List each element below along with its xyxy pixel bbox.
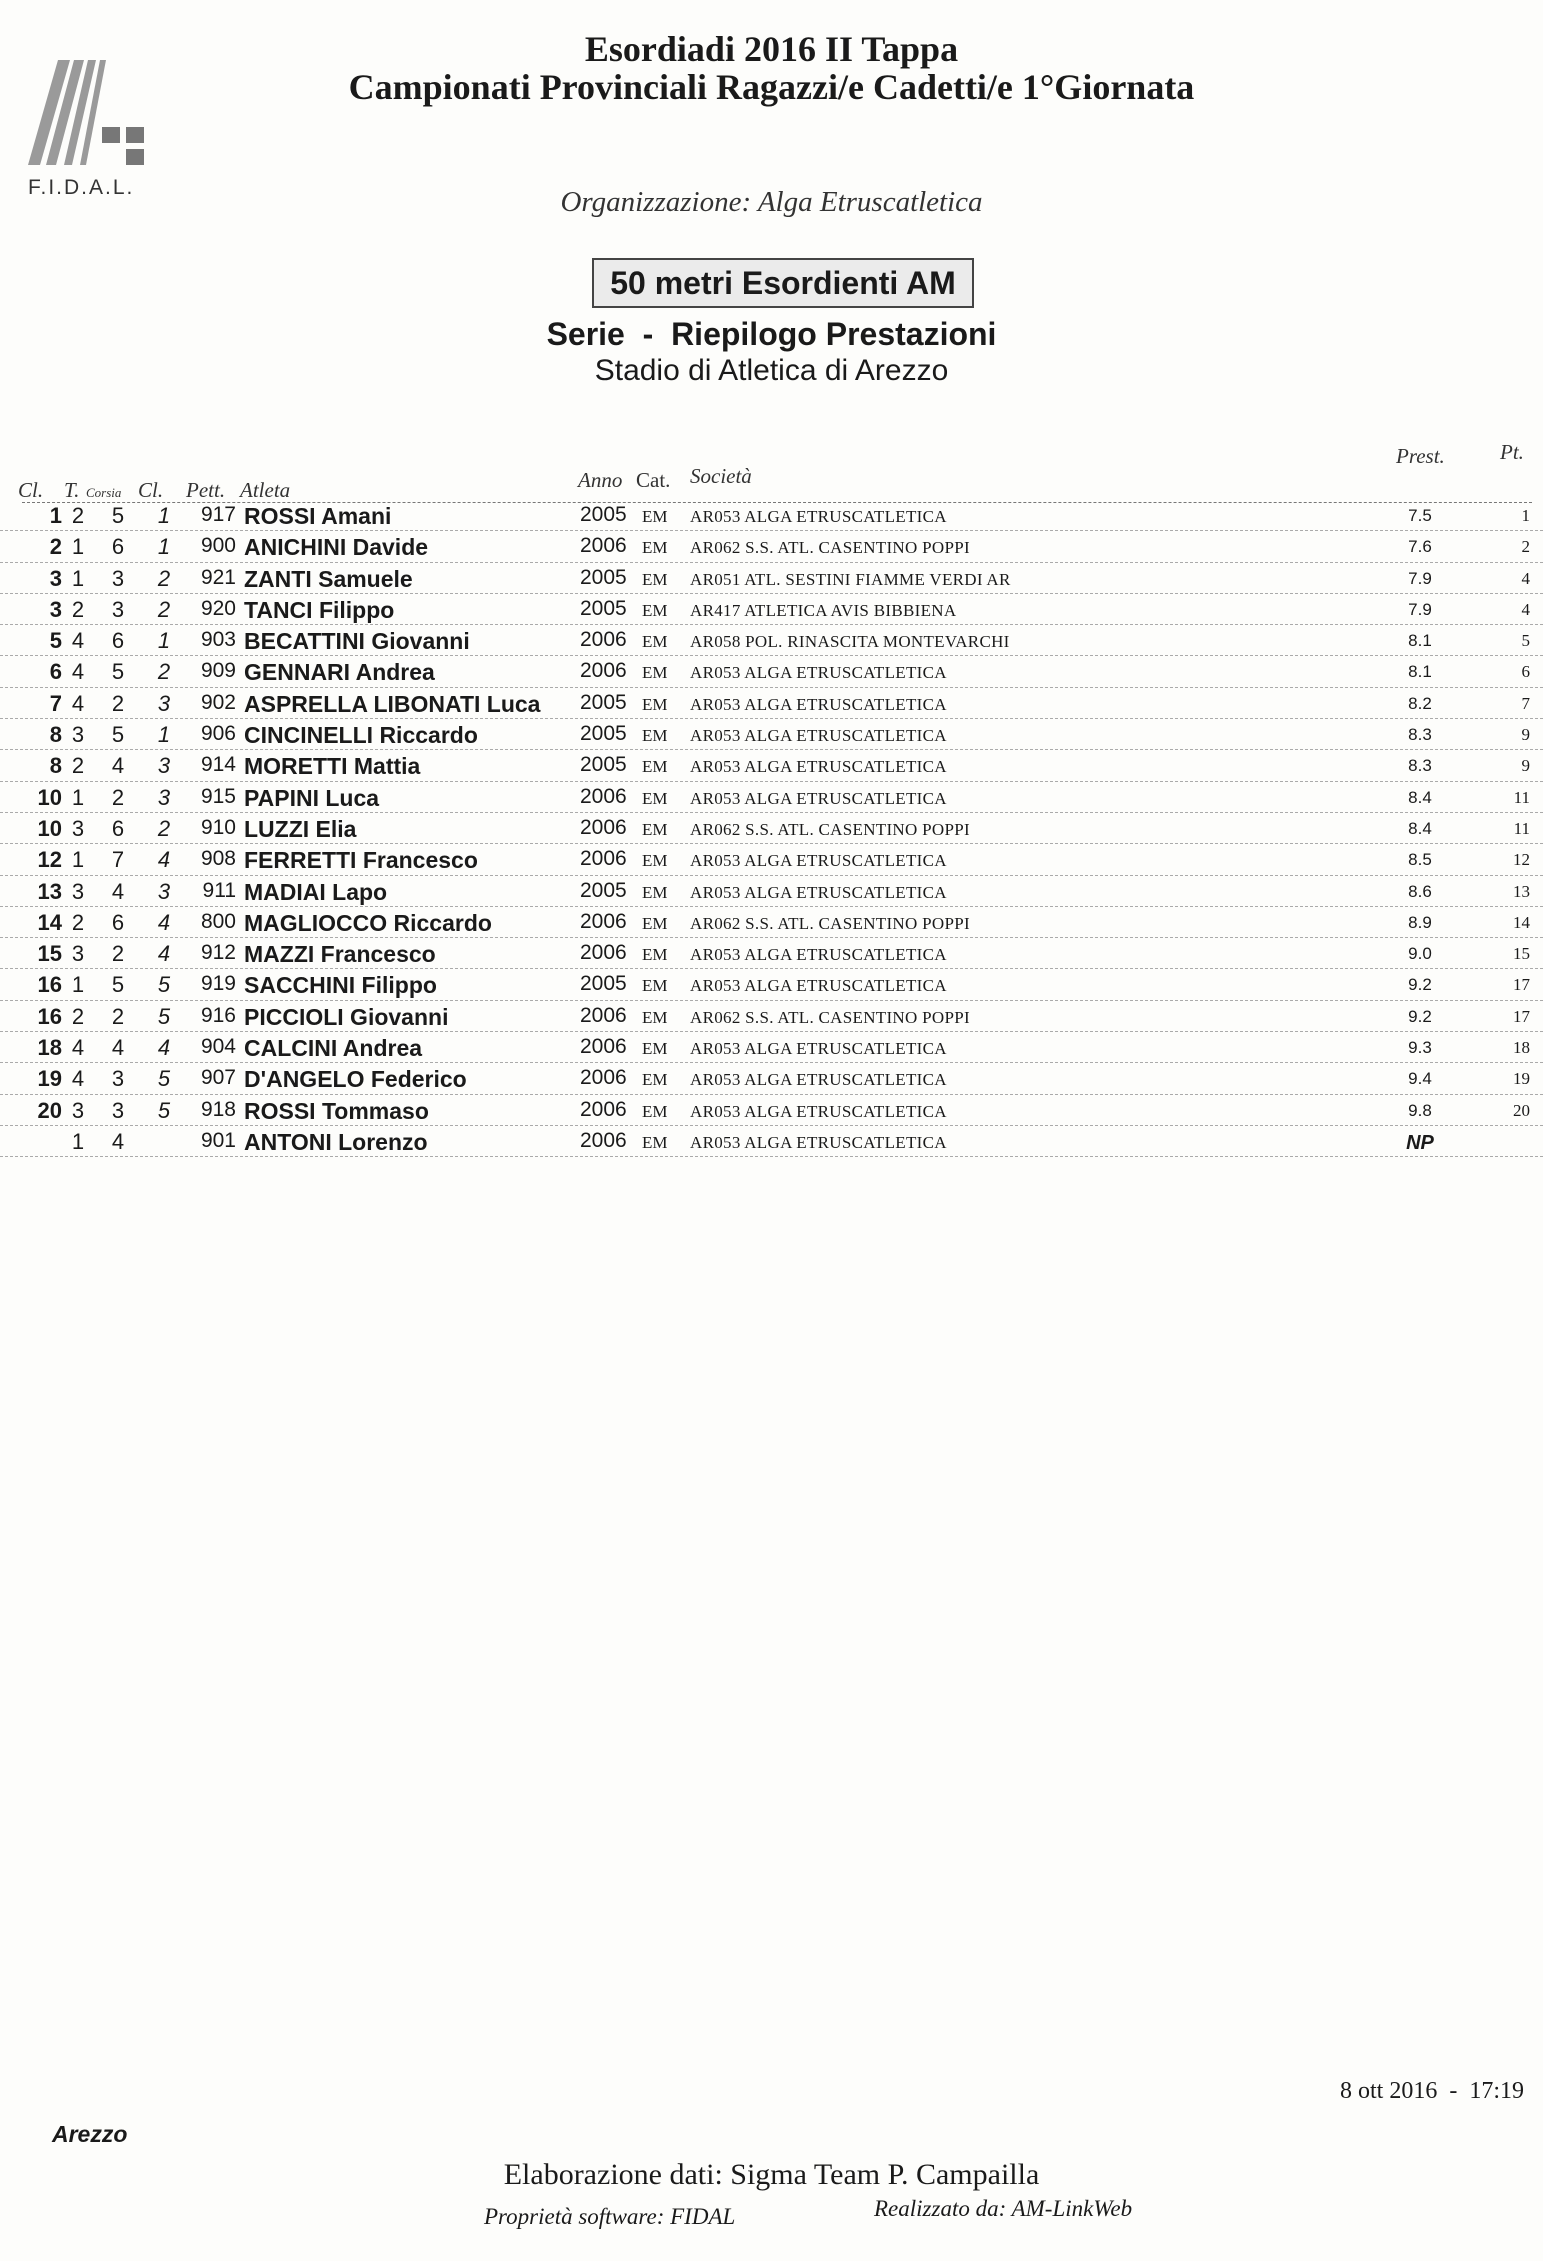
cell-turn: 1 bbox=[71, 784, 85, 810]
cell-performance: 7.5 bbox=[1408, 506, 1432, 525]
cell-heat-rank: 1 bbox=[157, 628, 171, 654]
cell-heat-rank: 1 bbox=[157, 534, 171, 560]
table-row bbox=[0, 876, 1543, 907]
cell-performance: 8.3 bbox=[1408, 725, 1432, 745]
table-row bbox=[0, 938, 1543, 969]
cell-club: AR053 ALGA ETRUSCATLETICA bbox=[690, 851, 947, 871]
cell-heat-rank: 4 bbox=[157, 1035, 171, 1061]
cell-club: AR417 ATLETICA AVIS BIBBIENA bbox=[690, 600, 957, 620]
cell-turn: 3 bbox=[71, 815, 85, 841]
cell-birth-year: 2005 bbox=[580, 503, 627, 526]
cell-lane: 4 bbox=[111, 1128, 125, 1154]
cell-category: EM bbox=[642, 913, 668, 933]
cell-athlete-name: ANTONI Lorenzo bbox=[244, 1128, 428, 1155]
cell-heat-rank: 5 bbox=[157, 1066, 171, 1092]
cell-performance: 7.9 bbox=[1408, 568, 1432, 588]
results-table bbox=[0, 500, 1543, 1157]
cell-athlete-name: ROSSI Tommaso bbox=[244, 1097, 429, 1124]
cell-birth-year: 2006 bbox=[580, 941, 627, 965]
cell-bib: 910 bbox=[200, 815, 236, 839]
cell-points: 9 bbox=[1521, 756, 1530, 776]
cell-lane: 3 bbox=[111, 1066, 125, 1092]
cell-athlete-name: MAZZI Francesco bbox=[244, 941, 436, 968]
cell-club: AR053 ALGA ETRUSCATLETICA bbox=[690, 945, 947, 965]
col-header-pett: Pett. bbox=[186, 478, 226, 502]
footer-city: Arezzo bbox=[52, 2121, 128, 2147]
cell-club: AR053 ALGA ETRUSCATLETICA bbox=[690, 507, 947, 526]
cell-rank: 15 bbox=[37, 941, 62, 967]
cell-category: EM bbox=[642, 1132, 668, 1152]
cell-rank: 3 bbox=[49, 565, 62, 591]
cell-bib: 920 bbox=[200, 596, 236, 620]
cell-athlete-name: LUZZI Elia bbox=[244, 815, 357, 842]
cell-points: 17 bbox=[1513, 1006, 1530, 1026]
cell-heat-rank: 5 bbox=[157, 1003, 171, 1029]
cell-lane: 3 bbox=[111, 565, 125, 591]
cell-category: EM bbox=[642, 663, 668, 683]
cell-rank: 16 bbox=[37, 1003, 62, 1029]
col-header-cl: Cl. bbox=[18, 478, 44, 502]
cell-turn: 1 bbox=[71, 847, 85, 873]
cell-birth-year: 2006 bbox=[580, 628, 627, 652]
cell-turn: 2 bbox=[71, 1003, 85, 1029]
cell-lane: 2 bbox=[111, 941, 125, 967]
cell-rank: 10 bbox=[37, 784, 62, 810]
cell-turn: 1 bbox=[71, 534, 85, 560]
cell-category: EM bbox=[642, 819, 668, 839]
cell-rank: 2 bbox=[49, 534, 62, 560]
cell-bib: 903 bbox=[200, 628, 236, 652]
col-header-t: T. bbox=[64, 478, 80, 502]
venue: Stadio di Atletica di Arezzo bbox=[594, 354, 949, 387]
cell-athlete-name: CALCINI Andrea bbox=[244, 1035, 423, 1062]
cell-points: 14 bbox=[1513, 912, 1530, 932]
cell-rank: 16 bbox=[37, 972, 62, 998]
cell-birth-year: 2006 bbox=[580, 1035, 627, 1059]
cell-athlete-name: ZANTI Samuele bbox=[244, 565, 413, 592]
cell-bib: 900 bbox=[200, 534, 236, 558]
cell-points: 17 bbox=[1513, 975, 1530, 995]
cell-performance: 8.1 bbox=[1408, 631, 1432, 651]
cell-athlete-name: SACCHINI Filippo bbox=[244, 972, 437, 999]
cell-club: AR053 ALGA ETRUSCATLETICA bbox=[690, 1070, 947, 1090]
cell-rank: 12 bbox=[37, 847, 62, 873]
table-row bbox=[0, 1063, 1543, 1094]
cell-bib: 908 bbox=[200, 847, 236, 871]
cell-bib: 918 bbox=[200, 1097, 236, 1121]
cell-bib: 917 bbox=[200, 503, 236, 526]
cell-turn: 4 bbox=[71, 690, 85, 716]
col-header-anno: Anno bbox=[578, 468, 623, 492]
cell-points: 9 bbox=[1521, 725, 1530, 745]
cell-athlete-name: ANICHINI Davide bbox=[244, 534, 429, 561]
cell-club: AR051 ATL. SESTINI FIAMME VERDI AR bbox=[690, 569, 1011, 589]
cell-athlete-name: PAPINI Luca bbox=[244, 784, 380, 811]
title-line-2: Campionati Provinciali Ragazzi/e Cadetti/e 1°Giornata bbox=[348, 67, 1195, 107]
cell-category: EM bbox=[642, 726, 668, 746]
cell-performance: 8.4 bbox=[1408, 818, 1432, 838]
cell-points: 5 bbox=[1521, 631, 1530, 651]
table-row bbox=[0, 1001, 1543, 1032]
cell-birth-year: 2006 bbox=[580, 784, 627, 808]
cell-rank: 13 bbox=[37, 878, 62, 904]
cell-turn: 1 bbox=[71, 565, 85, 591]
cell-performance: 9.2 bbox=[1408, 975, 1432, 995]
cell-birth-year: 2006 bbox=[580, 1097, 627, 1121]
cell-points: 18 bbox=[1513, 1038, 1530, 1058]
cell-points: 2 bbox=[1521, 537, 1530, 557]
cell-heat-rank: 5 bbox=[157, 1097, 171, 1123]
footer-proprieta: Proprietà software: FIDAL bbox=[484, 2204, 736, 2229]
table-row bbox=[0, 969, 1543, 1000]
cell-category: EM bbox=[642, 882, 668, 902]
cell-turn: 4 bbox=[71, 628, 85, 654]
cell-heat-rank: 2 bbox=[157, 565, 171, 591]
cell-heat-rank: 3 bbox=[157, 878, 171, 904]
col-header-corsia: Corsia bbox=[86, 485, 122, 500]
cell-points: 4 bbox=[1521, 568, 1530, 588]
cell-bib: 800 bbox=[200, 909, 236, 933]
cell-heat-rank: 2 bbox=[157, 659, 171, 685]
table-row bbox=[0, 625, 1543, 656]
cell-category: EM bbox=[642, 1039, 668, 1059]
cell-points: 7 bbox=[1521, 693, 1530, 713]
cell-heat-rank: 1 bbox=[157, 722, 171, 748]
cell-category: EM bbox=[642, 569, 668, 589]
cell-turn: 4 bbox=[71, 1066, 85, 1092]
subtitle: Serie - Riepilogo Prestazioni bbox=[546, 316, 997, 352]
cell-category: EM bbox=[642, 788, 668, 808]
cell-heat-rank: 4 bbox=[157, 847, 171, 873]
cell-birth-year: 2005 bbox=[580, 565, 627, 589]
cell-athlete-name: TANCI Filippo bbox=[244, 596, 395, 623]
cell-performance: 9.2 bbox=[1408, 1006, 1432, 1026]
cell-lane: 4 bbox=[111, 1035, 125, 1061]
cell-birth-year: 2006 bbox=[580, 847, 627, 871]
cell-performance: 8.1 bbox=[1408, 662, 1432, 682]
cell-bib: 916 bbox=[200, 1003, 236, 1027]
cell-performance: NP bbox=[1406, 1131, 1434, 1154]
cell-bib: 902 bbox=[200, 690, 236, 714]
cell-category: EM bbox=[642, 757, 668, 777]
cell-athlete-name: ASPRELLA LIBONATI Luca bbox=[244, 690, 541, 717]
title-line-1: Esordiadi 2016 II Tappa bbox=[584, 29, 959, 69]
cell-club: AR053 ALGA ETRUSCATLETICA bbox=[690, 726, 947, 746]
cell-performance: 8.3 bbox=[1408, 756, 1432, 776]
cell-heat-rank: 4 bbox=[157, 909, 171, 935]
cell-birth-year: 2006 bbox=[580, 1003, 627, 1027]
cell-points: 4 bbox=[1521, 599, 1530, 619]
col-header-cl2: Cl. bbox=[138, 478, 164, 502]
cell-points: 13 bbox=[1513, 881, 1530, 901]
cell-heat-rank: 3 bbox=[157, 753, 171, 779]
cell-turn: 1 bbox=[71, 972, 85, 998]
cell-lane: 6 bbox=[111, 909, 125, 935]
cell-category: EM bbox=[642, 945, 668, 965]
cell-bib: 906 bbox=[200, 722, 236, 746]
cell-lane: 5 bbox=[111, 722, 125, 748]
cell-lane: 6 bbox=[111, 534, 125, 560]
cell-lane: 3 bbox=[111, 1097, 125, 1123]
cell-points: 12 bbox=[1513, 850, 1530, 870]
cell-athlete-name: D'ANGELO Federico bbox=[244, 1066, 467, 1093]
cell-club: AR058 POL. RINASCITA MONTEVARCHI bbox=[690, 632, 1010, 652]
cell-bib: 919 bbox=[200, 972, 236, 996]
table-row bbox=[0, 813, 1543, 844]
cell-turn: 3 bbox=[71, 722, 85, 748]
cell-rank: 20 bbox=[37, 1097, 62, 1123]
table-row bbox=[0, 750, 1543, 781]
cell-rank: 8 bbox=[49, 722, 62, 748]
cell-performance: 8.6 bbox=[1408, 881, 1432, 901]
cell-heat-rank: 3 bbox=[157, 784, 171, 810]
cell-club: AR053 ALGA ETRUSCATLETICA bbox=[690, 1132, 947, 1152]
cell-points: 11 bbox=[1513, 787, 1530, 807]
col-header-pt: Pt. bbox=[1500, 440, 1524, 464]
cell-athlete-name: MORETTI Mattia bbox=[244, 753, 421, 780]
cell-category: EM bbox=[642, 600, 668, 620]
table-row bbox=[0, 907, 1543, 938]
cell-athlete-name: CINCINELLI Riccardo bbox=[244, 722, 478, 749]
cell-club: AR062 S.S. ATL. CASENTINO POPPI bbox=[690, 819, 970, 839]
table-row bbox=[0, 719, 1543, 750]
cell-birth-year: 2005 bbox=[580, 878, 627, 902]
cell-athlete-name: BECATTINI Giovanni bbox=[244, 628, 470, 655]
cell-category: EM bbox=[642, 538, 668, 558]
col-header-prest: Prest. bbox=[1396, 444, 1445, 468]
cell-club: AR062 S.S. ATL. CASENTINO POPPI bbox=[690, 1007, 970, 1027]
cell-birth-year: 2006 bbox=[580, 534, 627, 558]
cell-birth-year: 2005 bbox=[580, 722, 627, 746]
cell-heat-rank: 1 bbox=[157, 503, 171, 528]
cell-birth-year: 2005 bbox=[580, 690, 627, 714]
cell-performance: 8.5 bbox=[1408, 850, 1432, 870]
cell-turn: 1 bbox=[71, 1128, 85, 1154]
cell-athlete-name: MAGLIOCCO Riccardo bbox=[244, 909, 492, 936]
cell-rank: 3 bbox=[49, 596, 62, 622]
table-row bbox=[0, 531, 1543, 562]
cell-club: AR053 ALGA ETRUSCATLETICA bbox=[690, 757, 947, 777]
cell-rank: 10 bbox=[37, 815, 62, 841]
table-row bbox=[0, 844, 1543, 875]
cell-category: EM bbox=[642, 1007, 668, 1027]
cell-category: EM bbox=[642, 851, 668, 871]
table-row bbox=[0, 594, 1543, 625]
cell-birth-year: 2006 bbox=[580, 659, 627, 683]
cell-performance: 7.6 bbox=[1408, 537, 1432, 557]
cell-lane: 5 bbox=[111, 503, 125, 528]
cell-performance: 9.0 bbox=[1408, 944, 1432, 964]
cell-bib: 921 bbox=[200, 565, 236, 589]
table-row bbox=[0, 1126, 1543, 1157]
cell-category: EM bbox=[642, 1101, 668, 1121]
cell-lane: 6 bbox=[111, 628, 125, 654]
cell-athlete-name: MADIAI Lapo bbox=[244, 878, 388, 905]
footer-realizzato: Realizzato da: AM-LinkWeb bbox=[874, 2196, 1133, 2221]
table-row bbox=[0, 1032, 1543, 1063]
cell-category: EM bbox=[642, 632, 668, 652]
cell-club: AR053 ALGA ETRUSCATLETICA bbox=[690, 1101, 947, 1121]
cell-turn: 4 bbox=[71, 659, 85, 685]
cell-performance: 9.3 bbox=[1408, 1038, 1432, 1058]
cell-athlete-name: GENNARI Andrea bbox=[244, 659, 435, 686]
cell-birth-year: 2006 bbox=[580, 815, 627, 839]
cell-lane: 2 bbox=[111, 1003, 125, 1029]
cell-rank: 7 bbox=[49, 690, 62, 716]
cell-birth-year: 2006 bbox=[580, 909, 627, 933]
cell-bib: 914 bbox=[200, 753, 236, 777]
cell-heat-rank: 3 bbox=[157, 690, 171, 716]
cell-performance: 9.8 bbox=[1408, 1100, 1432, 1120]
cell-birth-year: 2005 bbox=[580, 753, 627, 777]
cell-performance: 8.9 bbox=[1408, 912, 1432, 932]
cell-club: AR062 S.S. ATL. CASENTINO POPPI bbox=[690, 538, 970, 558]
cell-club: AR053 ALGA ETRUSCATLETICA bbox=[690, 882, 947, 902]
cell-rank: 18 bbox=[37, 1035, 62, 1061]
cell-category: EM bbox=[642, 1070, 668, 1090]
cell-athlete-name: ROSSI Amani bbox=[244, 503, 392, 529]
footer-date: 8 ott 2016 - 17:19 bbox=[1340, 2078, 1524, 2104]
cell-turn: 2 bbox=[71, 503, 85, 528]
cell-bib: 911 bbox=[202, 878, 236, 902]
cell-birth-year: 2006 bbox=[580, 1066, 627, 1090]
cell-bib: 912 bbox=[200, 941, 236, 965]
cell-bib: 915 bbox=[200, 784, 236, 808]
cell-points: 1 bbox=[1521, 506, 1530, 525]
cell-club: AR053 ALGA ETRUSCATLETICA bbox=[690, 663, 947, 683]
cell-performance: 7.9 bbox=[1408, 599, 1432, 619]
cell-birth-year: 2005 bbox=[580, 596, 627, 620]
cell-rank: 14 bbox=[37, 909, 62, 935]
cell-rank: 1 bbox=[49, 503, 62, 528]
cell-lane: 2 bbox=[111, 784, 125, 810]
cell-bib: 907 bbox=[200, 1066, 236, 1090]
cell-turn: 2 bbox=[71, 753, 85, 779]
cell-heat-rank: 2 bbox=[157, 596, 171, 622]
cell-club: AR053 ALGA ETRUSCATLETICA bbox=[690, 1039, 947, 1059]
cell-rank: 6 bbox=[49, 659, 62, 685]
cell-rank: 8 bbox=[49, 753, 62, 779]
cell-club: AR053 ALGA ETRUSCATLETICA bbox=[690, 976, 947, 996]
cell-lane: 5 bbox=[111, 972, 125, 998]
cell-turn: 3 bbox=[71, 1097, 85, 1123]
cell-category: EM bbox=[642, 507, 668, 526]
organization: Organizzazione: Alga Etruscatletica bbox=[560, 186, 983, 218]
cell-lane: 4 bbox=[111, 753, 125, 779]
cell-athlete-name: PICCIOLI Giovanni bbox=[244, 1003, 449, 1030]
cell-points: 6 bbox=[1521, 662, 1530, 682]
cell-lane: 5 bbox=[111, 659, 125, 685]
cell-birth-year: 2006 bbox=[580, 1128, 627, 1152]
cell-bib: 901 bbox=[200, 1128, 236, 1152]
cell-points: 11 bbox=[1513, 818, 1530, 838]
event-title: 50 metri Esordienti AM bbox=[592, 258, 974, 308]
table-row bbox=[0, 1095, 1543, 1126]
table-row bbox=[0, 688, 1543, 719]
cell-lane: 2 bbox=[111, 690, 125, 716]
cell-performance: 8.4 bbox=[1408, 787, 1432, 807]
cell-performance: 9.4 bbox=[1408, 1069, 1432, 1089]
cell-bib: 904 bbox=[200, 1035, 236, 1059]
col-header-cat: Cat. bbox=[636, 468, 671, 492]
cell-turn: 2 bbox=[71, 596, 85, 622]
cell-lane: 4 bbox=[111, 878, 125, 904]
cell-heat-rank: 2 bbox=[157, 815, 171, 841]
cell-points: 15 bbox=[1513, 944, 1530, 964]
table-row bbox=[0, 782, 1543, 813]
cell-points: 20 bbox=[1513, 1100, 1530, 1120]
cell-turn: 3 bbox=[71, 878, 85, 904]
table-row bbox=[0, 563, 1543, 594]
cell-points: 19 bbox=[1513, 1069, 1530, 1089]
table-row bbox=[0, 656, 1543, 687]
cell-category: EM bbox=[642, 976, 668, 996]
fidal-logo-text: F.I.D.A.L. bbox=[28, 176, 135, 199]
cell-birth-year: 2005 bbox=[580, 972, 627, 996]
cell-rank: 19 bbox=[37, 1066, 62, 1092]
col-header-atleta: Atleta bbox=[240, 478, 291, 502]
cell-lane: 7 bbox=[111, 847, 125, 873]
cell-heat-rank: 4 bbox=[157, 941, 171, 967]
col-header-societa: Società bbox=[690, 464, 752, 488]
cell-heat-rank: 5 bbox=[157, 972, 171, 998]
cell-club: AR053 ALGA ETRUSCATLETICA bbox=[690, 694, 947, 714]
cell-turn: 2 bbox=[71, 909, 85, 935]
cell-turn: 3 bbox=[71, 941, 85, 967]
cell-bib: 909 bbox=[200, 659, 236, 683]
footer-elaborazione: Elaborazione dati: Sigma Team P. Campailla bbox=[503, 2158, 1040, 2191]
cell-turn: 4 bbox=[71, 1035, 85, 1061]
cell-lane: 3 bbox=[111, 596, 125, 622]
cell-performance: 8.2 bbox=[1408, 693, 1432, 713]
cell-club: AR062 S.S. ATL. CASENTINO POPPI bbox=[690, 913, 970, 933]
cell-athlete-name: FERRETTI Francesco bbox=[244, 847, 478, 874]
cell-category: EM bbox=[642, 694, 668, 714]
cell-club: AR053 ALGA ETRUSCATLETICA bbox=[690, 788, 947, 808]
table-row bbox=[0, 500, 1543, 531]
cell-rank: 5 bbox=[49, 628, 62, 654]
cell-lane: 6 bbox=[111, 815, 125, 841]
